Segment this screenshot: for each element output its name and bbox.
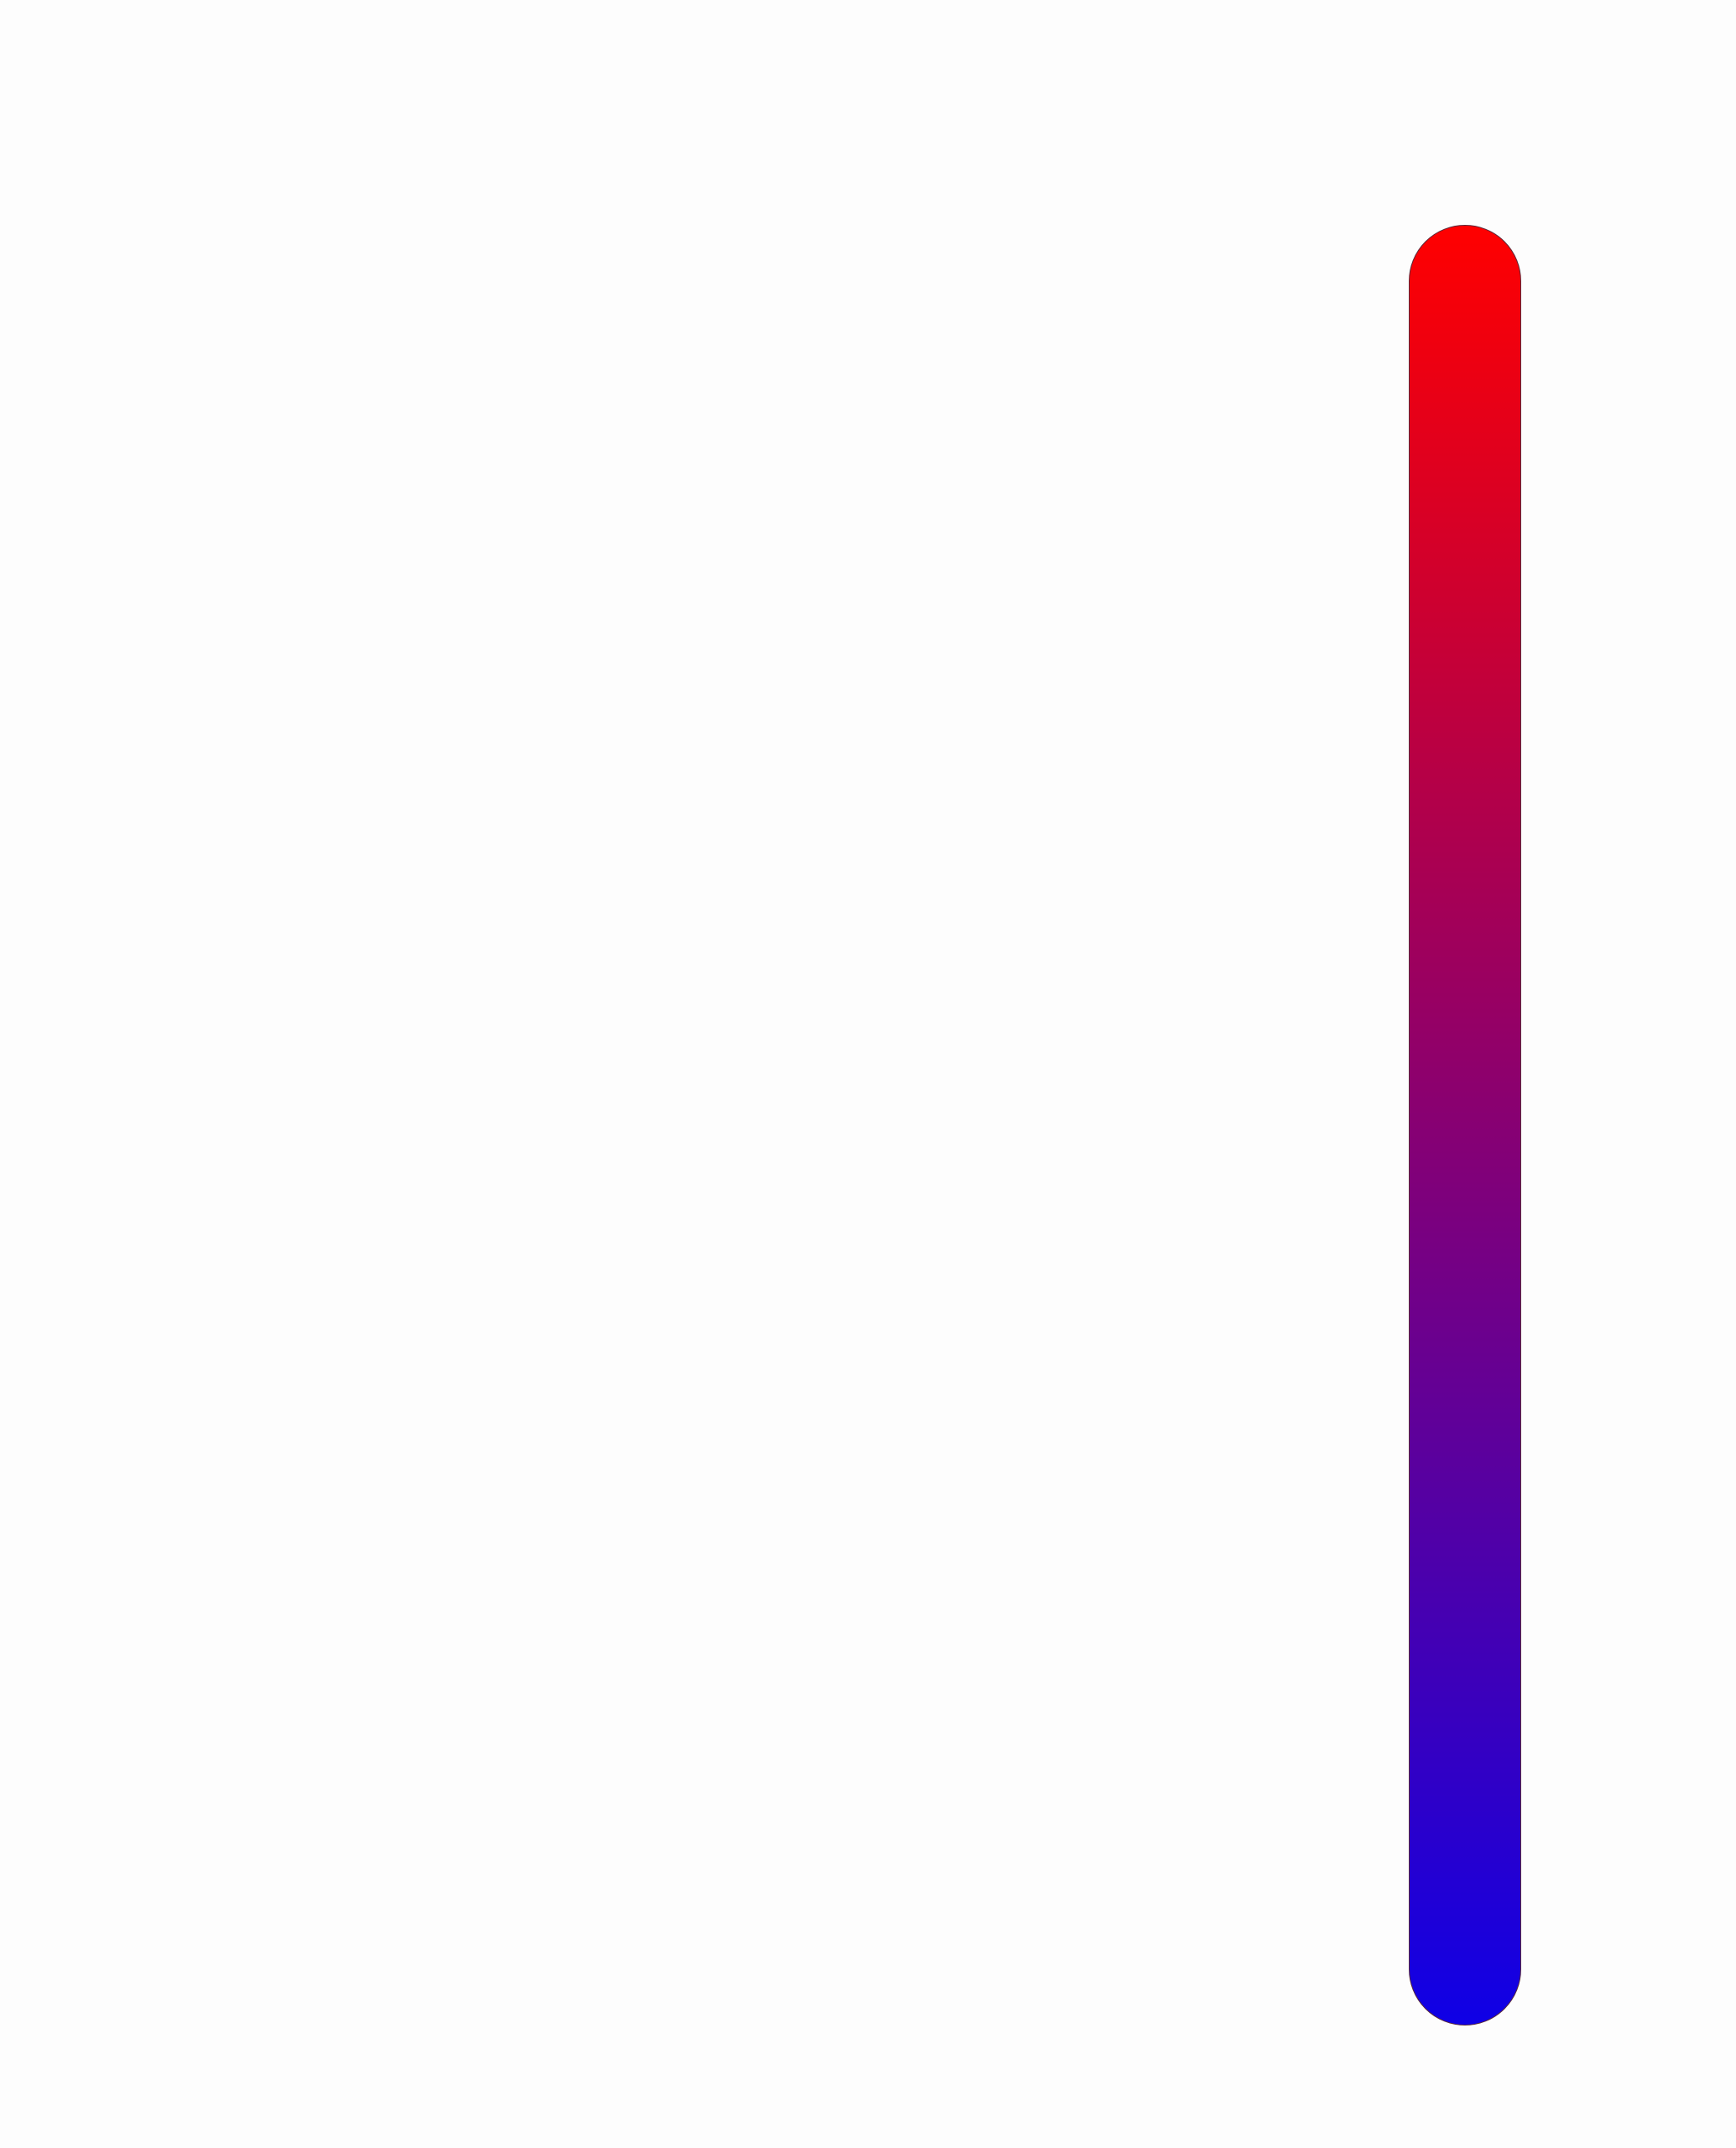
gradient-color-bar (1409, 225, 1521, 2025)
